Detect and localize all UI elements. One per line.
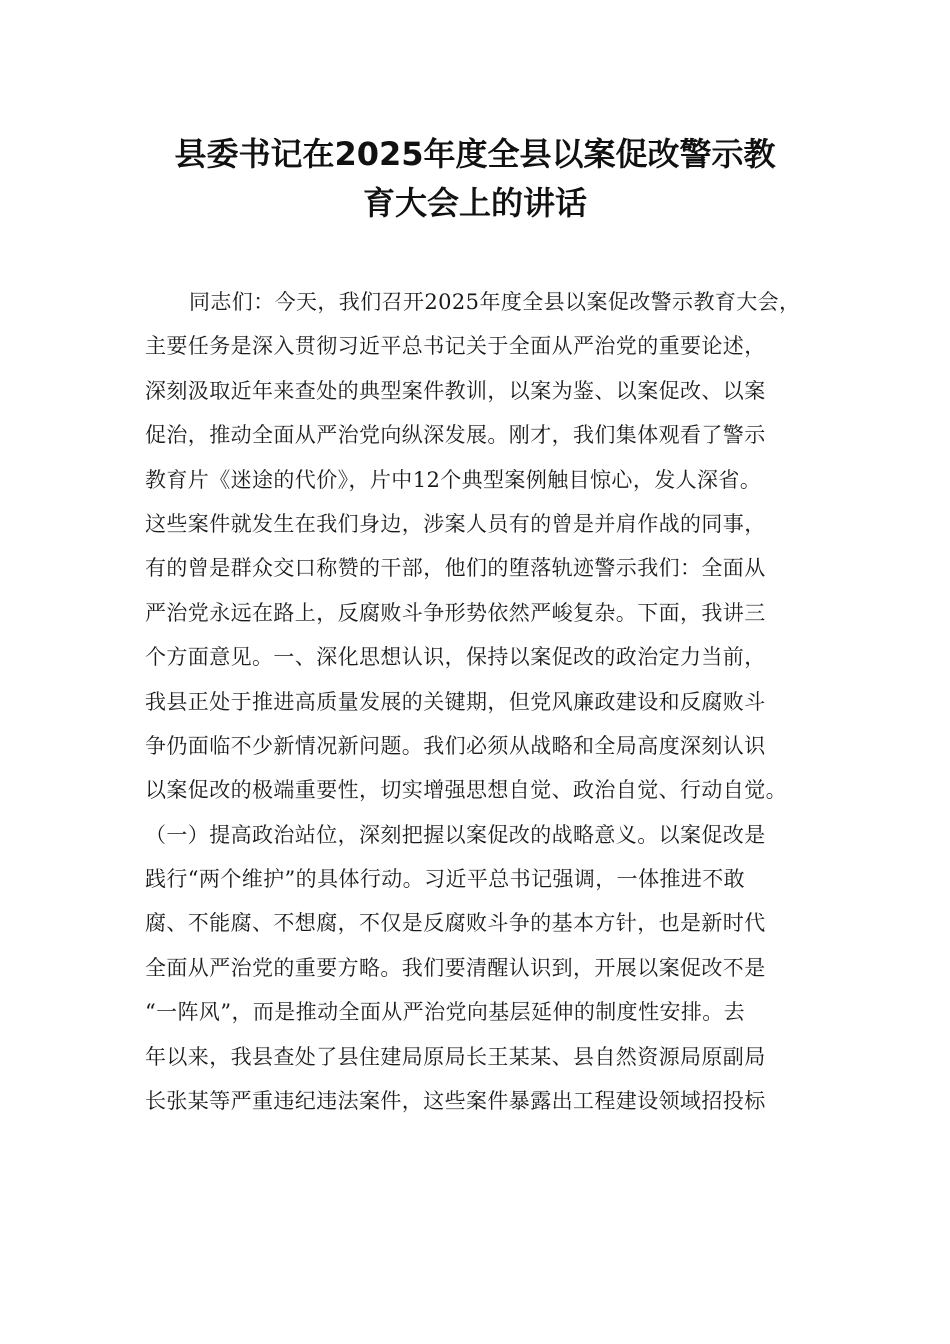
body-line: 同志们：今天，我们召开2025年度全县以案促改警示教育大会， bbox=[189, 290, 801, 314]
body-line: 严治党永远在路上，反腐败斗争形势依然严峻复杂。下面，我讲三 bbox=[145, 600, 766, 625]
body-line: 年以来，我县查处了县住建局原局长王某某、县自然资源局原副局 bbox=[145, 1044, 766, 1069]
body-line: 长张某等严重违纪违法案件，这些案件暴露出工程建设领域招投标 bbox=[145, 1089, 766, 1114]
body-line: “一阵风”，而是推动全面从严治党向基层延伸的制度性安排。去 bbox=[145, 1000, 746, 1025]
body-line: 以案促改的极端重要性，切实增强思想自觉、政治自觉、行动自觉。 bbox=[145, 778, 787, 803]
body-line: 争仍面临不少新情况新问题。我们必须从战略和全局高度深刻认识 bbox=[145, 733, 766, 758]
body-line: 有的曾是群众交口称赞的干部，他们的堕落轨迹警示我们：全面从 bbox=[145, 556, 766, 581]
body-line: 这些案件就发生在我们身边，涉案人员有的曾是并肩作战的同事， bbox=[145, 511, 766, 536]
body-line: 践行“两个维护”的具体行动。习近平总书记强调，一体推进不敢 bbox=[145, 867, 746, 892]
title-line-2: 育大会上的讲话 bbox=[362, 184, 587, 222]
body-line: 深刻汲取近年来查处的典型案件教训，以案为鉴、以案促改、以案 bbox=[145, 378, 766, 403]
body-line: 主要任务是深入贯彻习近平总书记关于全面从严治党的重要论述， bbox=[145, 334, 766, 359]
body-line: 促治，推动全面从严治党向纵深发展。刚才，我们集体观看了警示 bbox=[145, 423, 766, 448]
body-line: 教育片《迷途的代价》，片中12个典型案例触目惊心，发人深省。 bbox=[145, 467, 762, 492]
body-line: （一）提高政治站位，深刻把握以案促改的战略意义。以案促改是 bbox=[145, 822, 766, 847]
body-line: 腐、不能腐、不想腐，不仅是反腐败斗争的基本方针，也是新时代 bbox=[145, 911, 766, 936]
body-line: 个方面意见。一、深化思想认识，保持以案促改的政治定力当前， bbox=[145, 645, 766, 670]
speech-body bbox=[145, 280, 835, 1123]
body-line: 全面从严治党的重要方略。我们要清醒认识到，开展以案促改不是 bbox=[145, 955, 766, 980]
title-line-1: 县委书记在2025年度全县以案促改警示教 bbox=[174, 135, 776, 173]
document-title bbox=[100, 130, 850, 228]
body-line: 我县正处于推进高质量发展的关键期，但党风廉政建设和反腐败斗 bbox=[145, 689, 766, 714]
